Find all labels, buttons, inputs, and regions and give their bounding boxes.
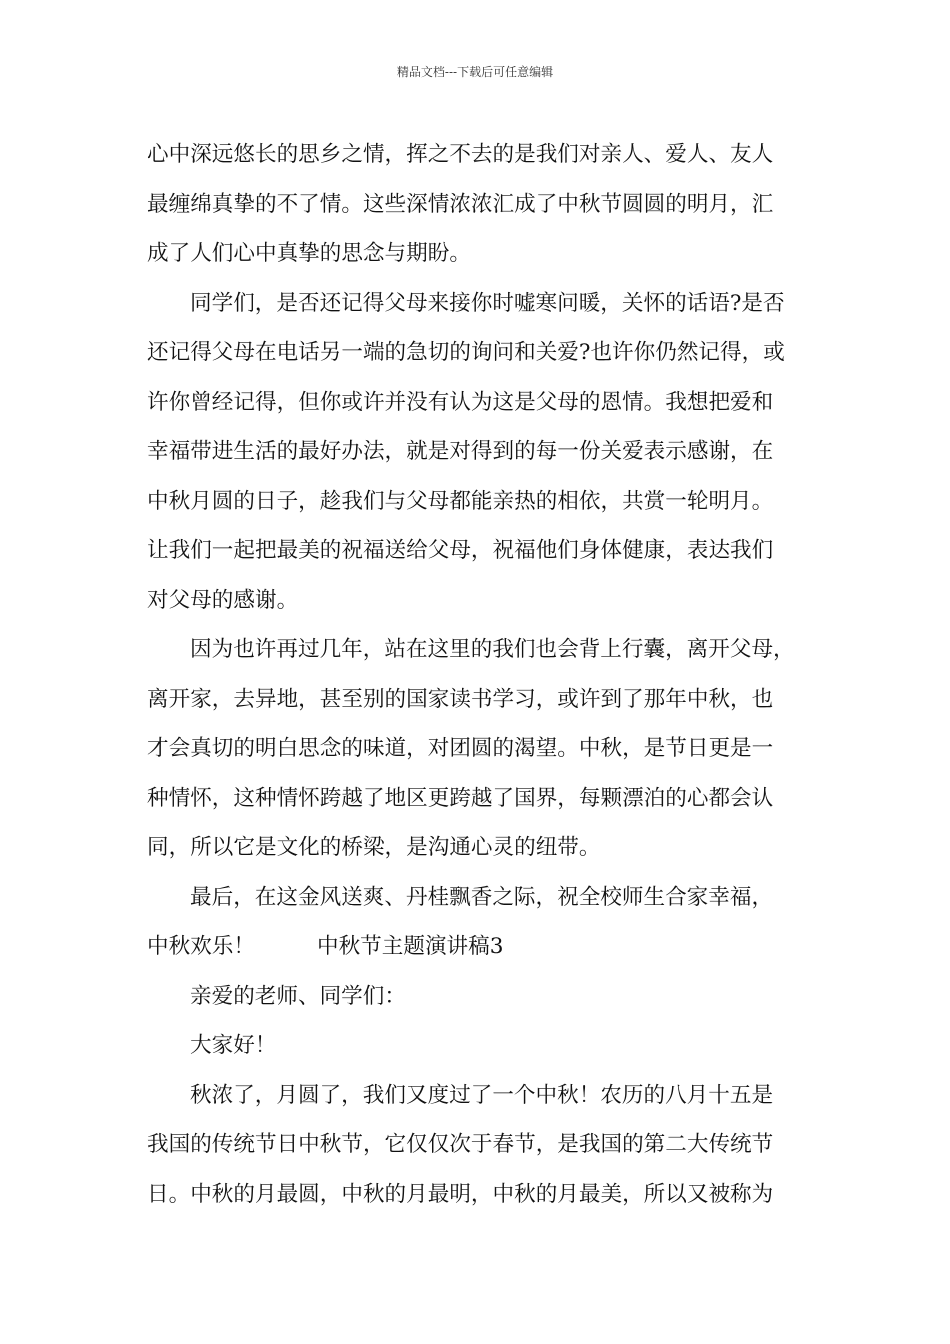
text-line: 对父母的感谢。 — [147, 587, 299, 613]
text-line: 因为也许再过几年，站在这里的我们也会背上行囊，离开父母， — [190, 637, 795, 662]
text-line: 让我们一起把最美的祝福送给父母，祝福他们身体健康，表达我们 — [147, 538, 774, 563]
document-body — [147, 130, 807, 1219]
section-title: 中秋节主题演讲稿3 — [316, 934, 504, 959]
closing-line: 中秋欢乐！ — [147, 934, 255, 959]
text-line: 同学们，是否还记得父母来接你时嘘寒问暖，关怀的话语?是否 — [190, 290, 785, 316]
greeting: 大家好！ — [190, 1033, 277, 1058]
page-header: 精品文档---下载后可任意编辑 — [396, 65, 554, 79]
text-line: 同，所以它是文化的桥梁，是沟通心灵的纽带。 — [147, 835, 601, 860]
text-line: 秋浓了，月圆了，我们又度过了一个中秋！农历的八月十五是 — [190, 1082, 774, 1108]
text-line: 离开家，去异地，甚至别的国家读书学习，或许到了那年中秋，也 — [147, 686, 774, 712]
text-line: 最缠绵真挚的不了情。这些深情浓浓汇成了中秋节圆圆的明月，汇 — [147, 191, 774, 217]
text-line: 日。中秋的月最圆，中秋的月最明，中秋的月最美，所以又被称为 — [147, 1181, 774, 1207]
text-line: 中秋月圆的日子，趁我们与父母都能亲热的相依，共赏一轮明月。 — [147, 488, 774, 514]
salutation: 亲爱的老师、同学们： — [190, 983, 406, 1009]
text-line: 幸福带进生活的最好办法，就是对得到的每一份关爱表示感谢，在 — [147, 439, 774, 464]
text-line: 我国的传统节日中秋节，它仅仅次于春节，是我国的第二大传统节 — [147, 1132, 774, 1157]
text-line — [147, 922, 807, 972]
text-line: 许你曾经记得，但你或许并没有认为这是父母的恩情。我想把爱和 — [147, 389, 774, 415]
text-line: 种情怀，这种情怀跨越了地区更跨越了国界，每颗漂泊的心都会认 — [147, 785, 774, 811]
text-line: 最后，在这金风送爽、丹桂飘香之际，祝全校师生合家幸福， — [190, 884, 774, 910]
text-line: 才会真切的明白思念的味道，对团圆的渴望。中秋，是节日更是一 — [147, 736, 774, 761]
text-line: 心中深远悠长的思乡之情，挥之不去的是我们对亲人、爱人、友人 — [147, 142, 774, 167]
text-line: 还记得父母在电话另一端的急切的询问和关爱?也许你仍然记得，或 — [147, 340, 785, 365]
text-line: 成了人们心中真挚的思念与期盼。 — [147, 241, 471, 266]
